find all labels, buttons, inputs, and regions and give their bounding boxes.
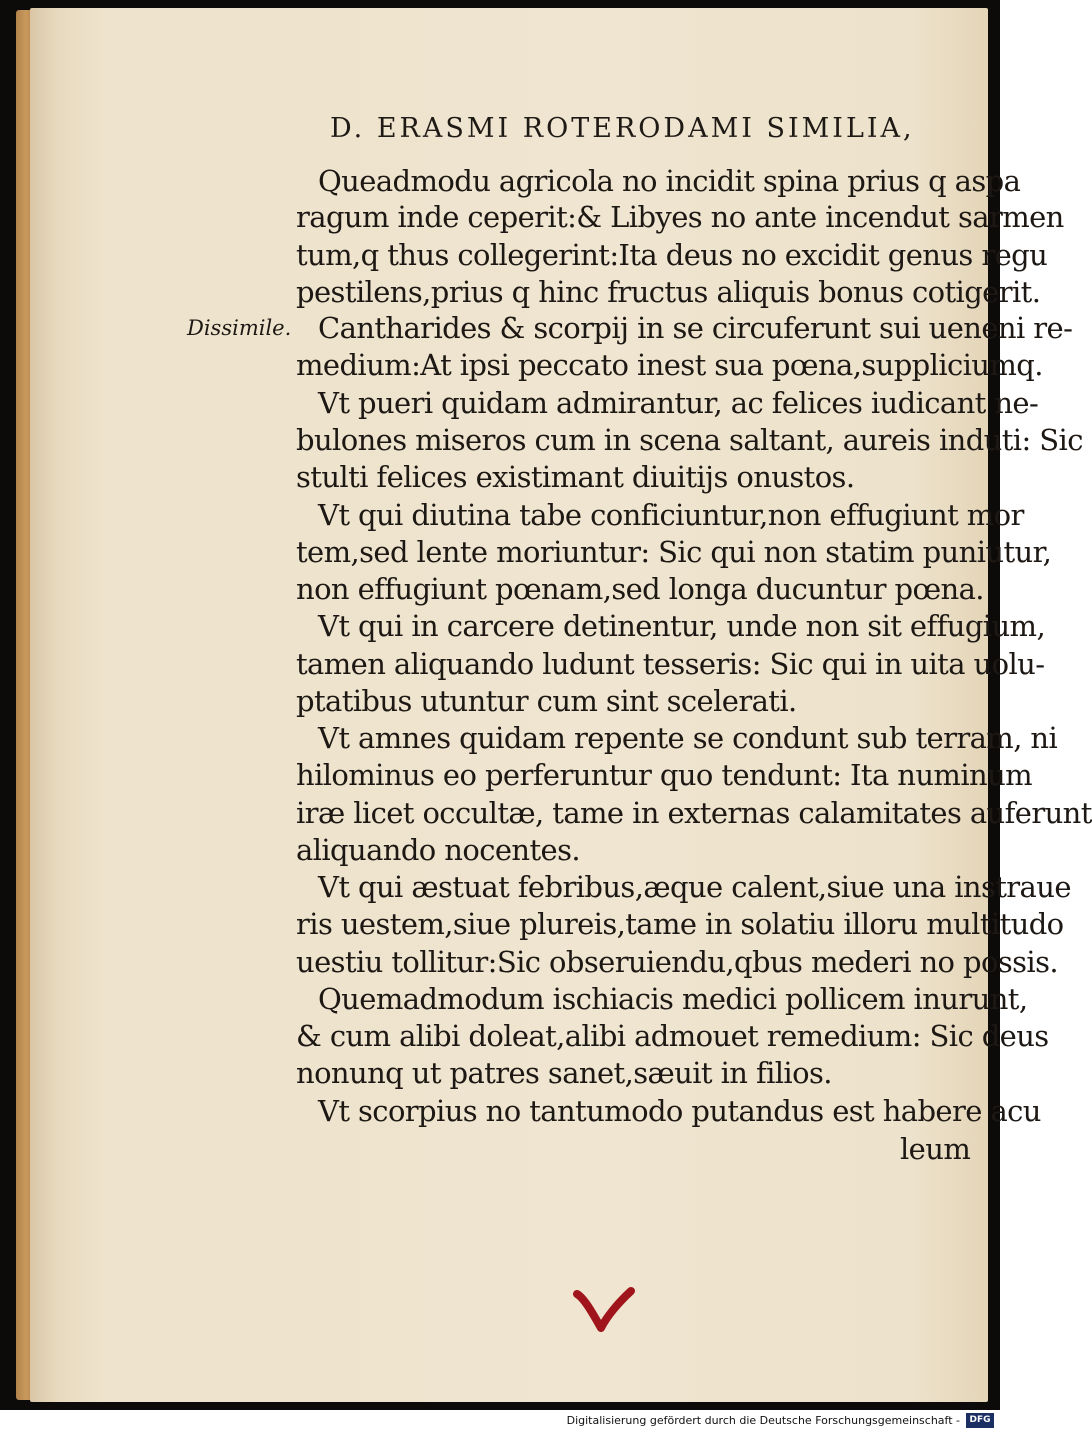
text-line: uestiu tollitur:Sic obseruiendu,qbus mederi no possis. xyxy=(296,945,1058,979)
text-line: Vt qui æstuat febribus,æque calent,siue una instraue xyxy=(318,870,1071,904)
text-line: non effugiunt pœnam,sed longa ducuntur pœna. xyxy=(296,572,984,606)
footer-bar xyxy=(0,1410,1000,1433)
text-line: tem,sed lente moriuntur: Sic qui non statim puniutur, xyxy=(296,535,1052,569)
footer-credit: Digitalisierung gefördert durch die Deutsche Forschungsgemeinschaft - xyxy=(566,1414,960,1427)
text-line: Vt qui in carcere detinentur, unde non sit effugium, xyxy=(318,609,1046,643)
catchword: leum xyxy=(900,1132,971,1166)
text-line: Queadmodu agricola no incidit spina prius q aspa xyxy=(318,164,1021,198)
text-line: Vt scorpius no tantumodo putandus est habere acu xyxy=(318,1094,1041,1128)
text-line: ptatibus utuntur cum sint scelerati. xyxy=(296,684,797,718)
text-line: nonunq ut patres sanet,sæuit in filios. xyxy=(296,1056,832,1090)
text-line: Quemadmodum ischiacis medici pollicem inurunt, xyxy=(318,982,1028,1016)
text-line: iræ licet occultæ, tame in externas calamitates auferunt xyxy=(296,796,1092,830)
running-head: D. ERASMI ROTERODAMI SIMILIA, xyxy=(330,113,915,144)
signature-mark-icon xyxy=(574,1286,634,1334)
text-line: tum,q thus collegerint:Ita deus no excidit genus regu xyxy=(296,238,1048,272)
text-line: Vt amnes quidam repente se condunt sub terram, ni xyxy=(318,721,1058,755)
margin-note: Dissimile. xyxy=(187,316,292,340)
text-line: pestilens,prius q hinc fructus aliquis bonus cotigerit. xyxy=(296,275,1041,309)
text-line: ragum inde ceperit:& Libyes no ante incendut sarmen xyxy=(296,200,1064,234)
text-line: Vt pueri quidam admirantur, ac felices iudicant ne- xyxy=(318,386,1039,420)
text-line: & cum alibi doleat,alibi admouet remedium: Sic deus xyxy=(296,1019,1049,1053)
text-line: tamen aliquando ludunt tesseris: Sic qui in uita uolu- xyxy=(296,647,1045,681)
text-line: Vt qui diutina tabe conficiuntur,non effugiunt mor xyxy=(318,498,1024,532)
text-line: medium:At ipsi peccato inest sua pœna,suppliciumq. xyxy=(296,348,1043,382)
text-line: ris uestem,siue plureis,tame in solatiu illoru multitudo xyxy=(296,907,1064,941)
text-line: bulones miseros cum in scena saltant, aureis induti: Sic xyxy=(296,423,1083,457)
text-line: Cantharides & scorpij in se circuferunt sui ueneni re- xyxy=(318,311,1073,345)
text-line: aliquando nocentes. xyxy=(296,833,581,867)
text-line: hilominus eo perferuntur quo tendunt: Ita numinum xyxy=(296,758,1033,792)
dfg-logo: DFG xyxy=(966,1413,994,1428)
text-line: stulti felices existimant diuitijs onustos. xyxy=(296,460,855,494)
